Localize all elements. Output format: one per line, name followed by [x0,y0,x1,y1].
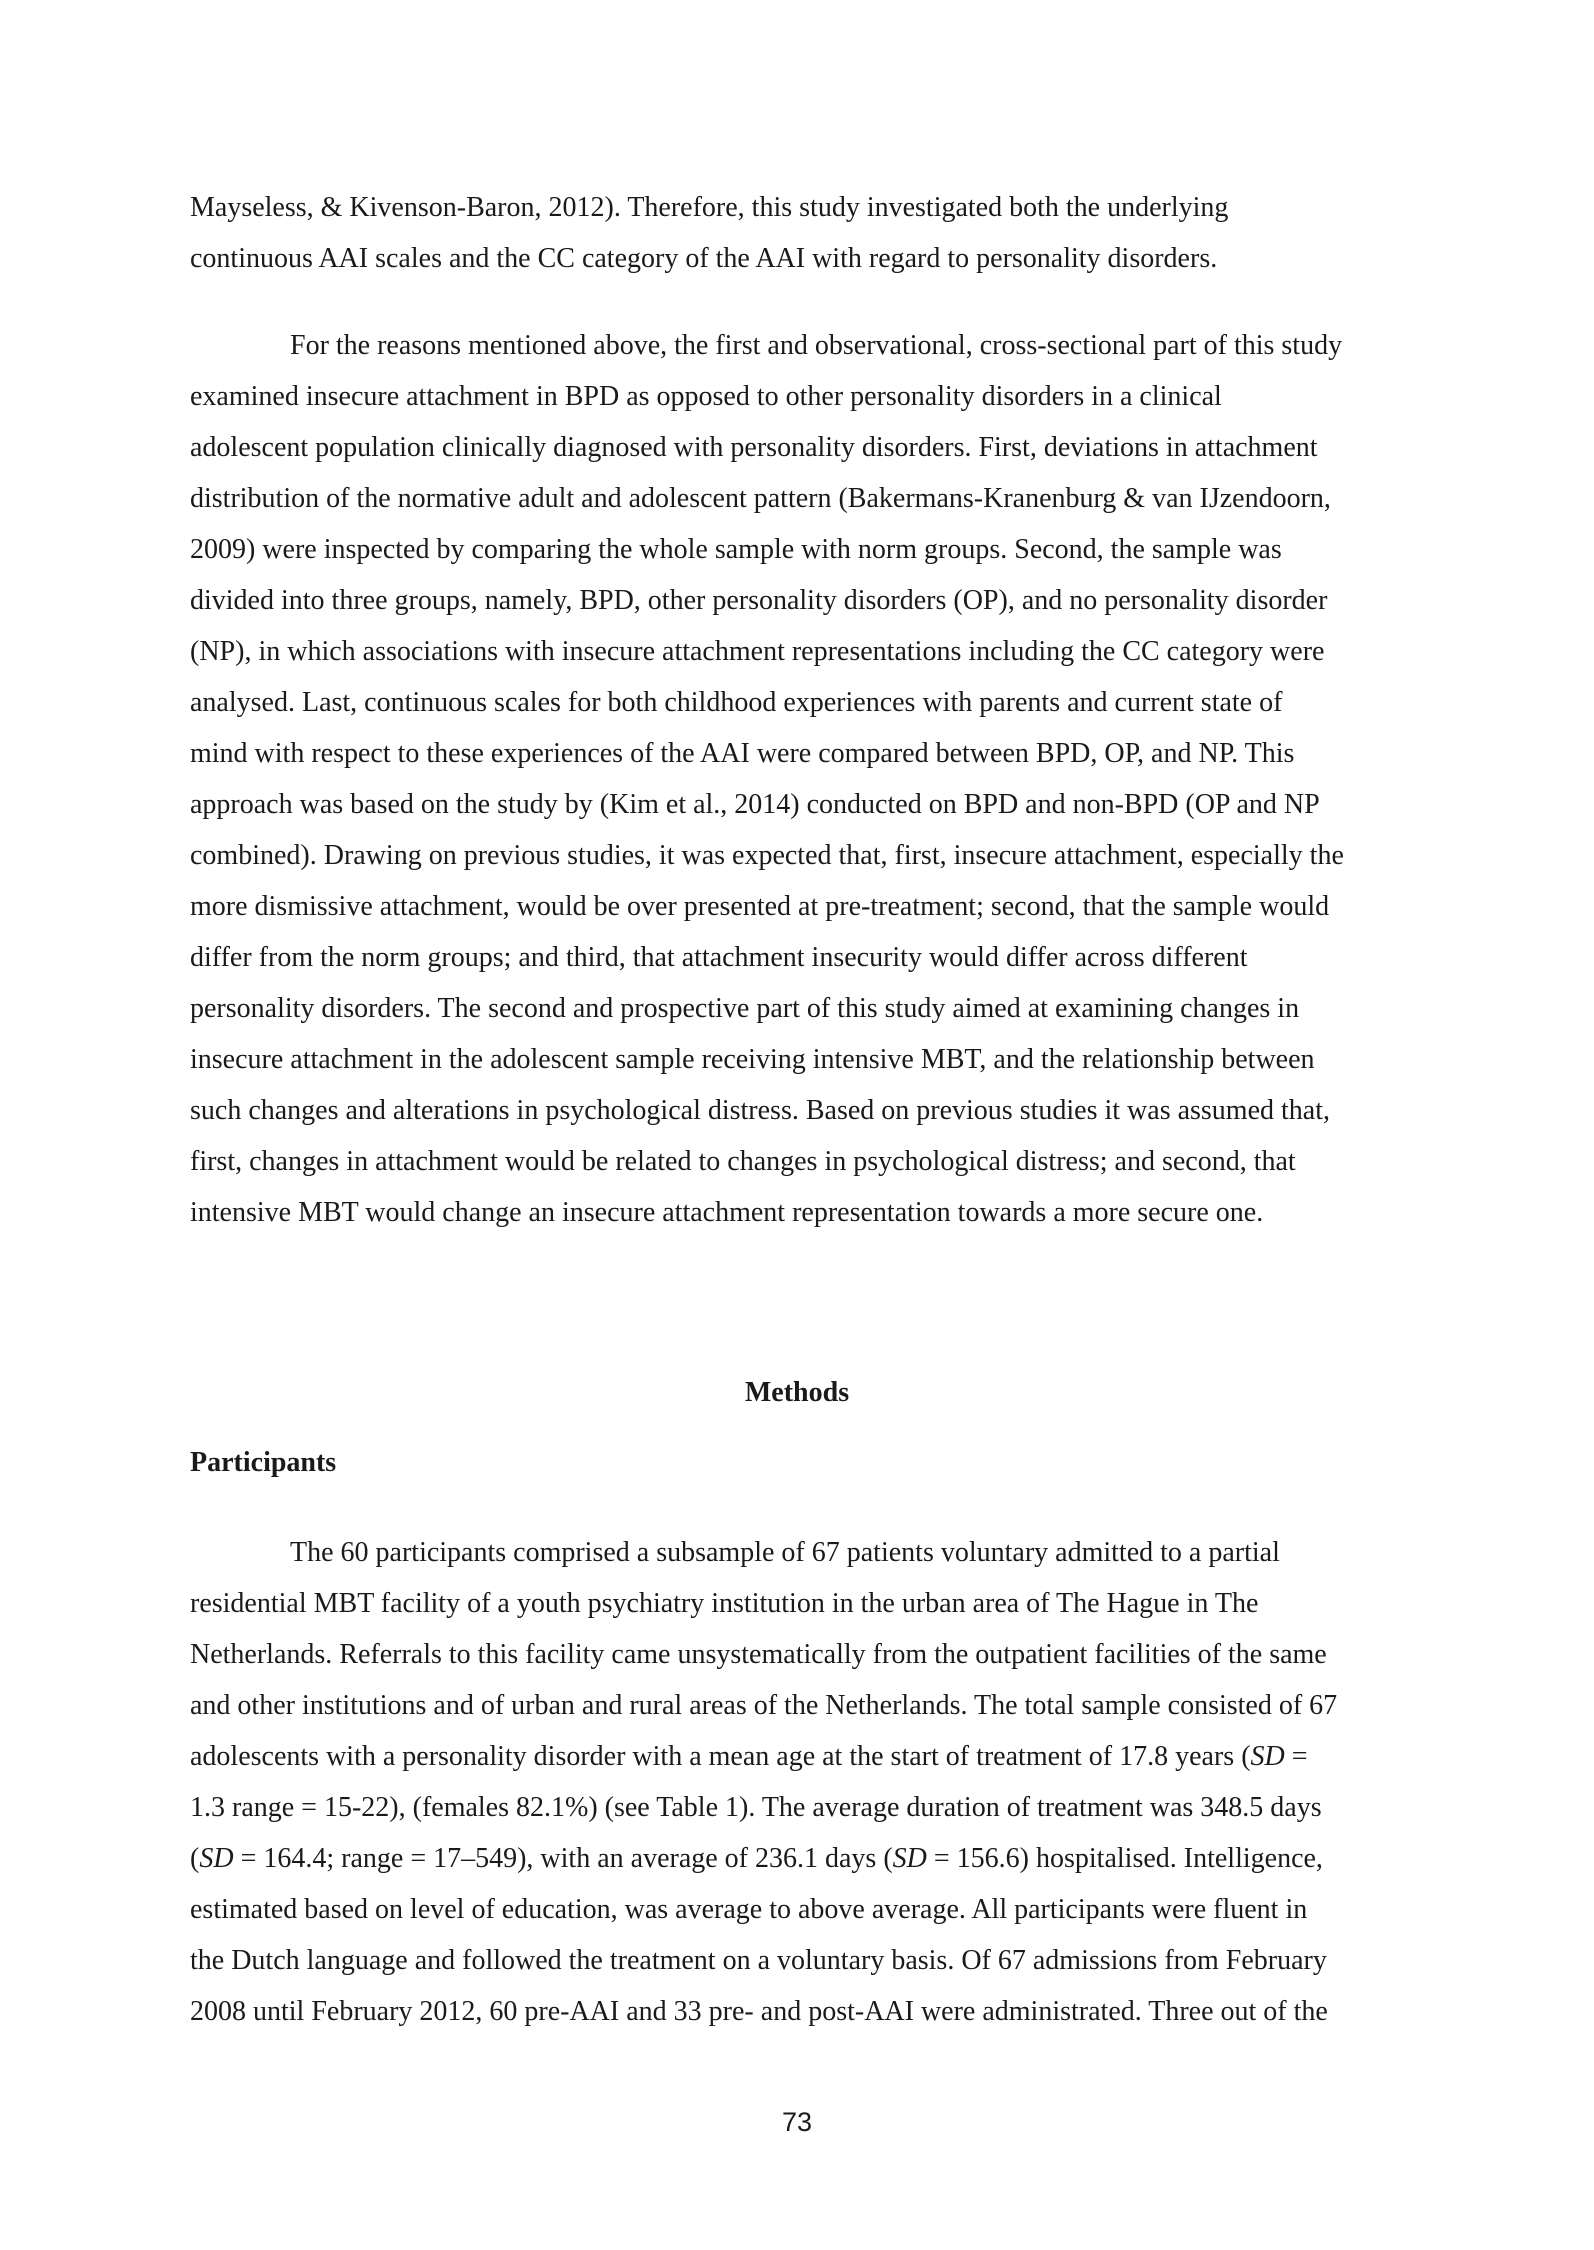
text-line: 2008 until February 2012, 60 pre-AAI and 33 pre- and post-AAI were administrated. Three out of the [190,1996,1328,2027]
text-line: examined insecure attachment in BPD as opposed to other personality disorders in a clinical [190,381,1222,412]
text-segment: = [1284,1741,1308,1772]
text-line: (NP), in which associations with insecure attachment representations including the CC category were [190,636,1325,667]
text-line: 1.3 range = 15-22), (females 82.1%) (see Table 1). The average duration of treatment was 348.5 days [190,1792,1322,1823]
text-line: insecure attachment in the adolescent sample receiving intensive MBT, and the relationship between [190,1044,1315,1075]
text-line: Netherlands. Referrals to this facility came unsystematically from the outpatient facilities of the same [190,1639,1327,1670]
section-heading-methods: Methods [744,1377,850,1408]
text-line: adolescent population clinically diagnosed with personality disorders. First, deviations in attachment [190,432,1318,463]
text-line: continuous AAI scales and the CC category of the AAI with regard to personality disorders. [190,243,1218,274]
paragraph-study-aims [190,320,1420,1238]
text-line: distribution of the normative adult and adolescent pattern (Bakermans-Kranenburg & van IJzendoorn, [190,483,1331,514]
sd-abbreviation: SD [199,1843,234,1874]
text-line: For the reasons mentioned above, the first and observational, cross-sectional part of this study [290,330,1343,361]
text-segment: ( [190,1843,200,1874]
sd-abbreviation: SD [892,1843,927,1874]
text-line: approach was based on the study by (Kim et al., 2014) conducted on BPD and non-BPD (OP and NP [190,789,1320,820]
text-line: intensive MBT would change an insecure attachment representation towards a more secure one. [190,1197,1264,1228]
subheading-participants: Participants [190,1447,337,1478]
text-segment: = 164.4; range = 17–549), with an average of 236.1 days ( [233,1843,893,1874]
text-line: differ from the norm groups; and third, that attachment insecurity would differ across different [190,942,1248,973]
paragraph-participants [190,1527,1420,2037]
text-line: first, changes in attachment would be related to changes in psychological distress; and second, that [190,1146,1296,1177]
text-segment: adolescents with a personality disorder with a mean age at the start of treatment of 17.8 years ( [190,1741,1251,1772]
text-line: more dismissive attachment, would be over presented at pre-treatment; second, that the sample would [190,891,1330,922]
text-line: 2009) were inspected by comparing the whole sample with norm groups. Second, the sample was [190,534,1282,565]
text-line [190,1833,1420,1884]
paragraph-continuation [190,182,1420,284]
sd-abbreviation: SD [1250,1741,1285,1772]
page-number: 73 [781,2107,813,2137]
text-segment: = 156.6) hospitalised. Intelligence, [926,1843,1323,1874]
text-line: analysed. Last, continuous scales for both childhood experiences with parents and current state of [190,687,1283,718]
text-line: the Dutch language and followed the treatment on a voluntary basis. Of 67 admissions from February [190,1945,1327,1976]
text-line: estimated based on level of education, was average to above average. All participants were fluent in [190,1894,1308,1925]
text-line: such changes and alterations in psychological distress. Based on previous studies it was assumed that, [190,1095,1331,1126]
text-line: combined). Drawing on previous studies, it was expected that, first, insecure attachment, especially the [190,840,1344,871]
text-line: Mayseless, & Kivenson-Baron, 2012). Therefore, this study investigated both the underlying [190,192,1229,223]
text-line: personality disorders. The second and prospective part of this study aimed at examining changes in [190,993,1300,1024]
text-line: and other institutions and of urban and rural areas of the Netherlands. The total sample consisted of 67 [190,1690,1338,1721]
text-line: divided into three groups, namely, BPD, other personality disorders (OP), and no personality disorder [190,585,1328,616]
text-line: residential MBT facility of a youth psychiatry institution in the urban area of The Hague in The [190,1588,1259,1619]
text-line: mind with respect to these experiences of the AAI were compared between BPD, OP, and NP. This [190,738,1295,769]
text-line [190,1731,1420,1782]
text-line: The 60 participants comprised a subsample of 67 patients voluntary admitted to a partial [290,1537,1280,1568]
